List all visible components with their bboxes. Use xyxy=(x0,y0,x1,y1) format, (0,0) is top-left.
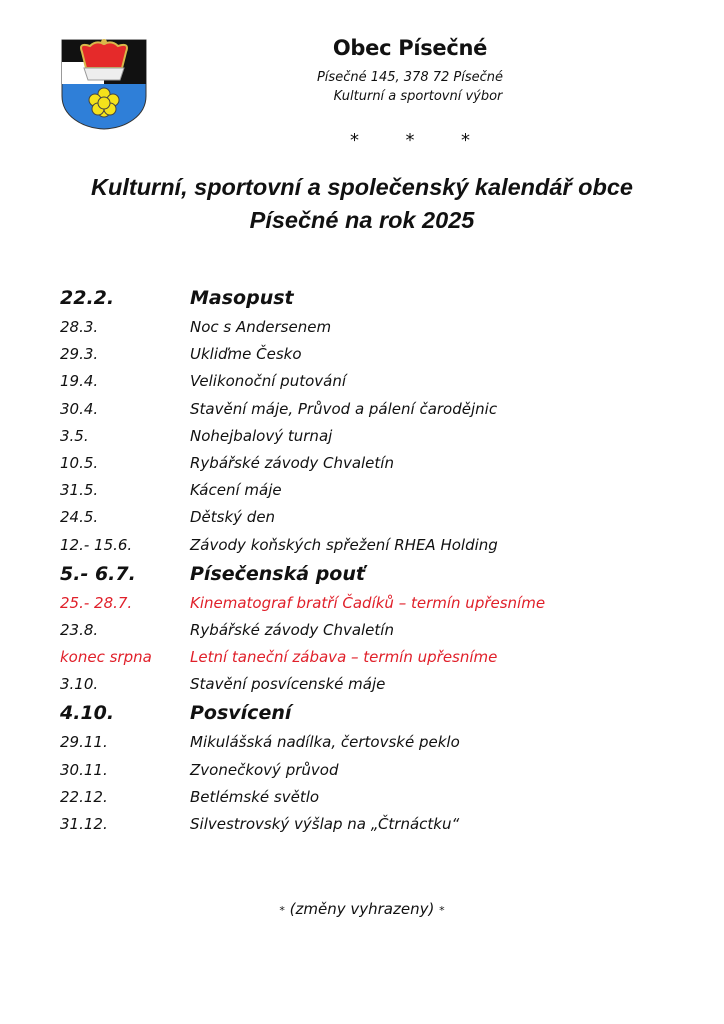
event-name: Masopust xyxy=(190,287,294,309)
event-row xyxy=(60,733,680,760)
event-name: Betlémské světlo xyxy=(190,787,320,806)
event-calendar-list xyxy=(60,287,680,842)
event-date: 25.- 28.7. xyxy=(60,593,133,612)
event-row xyxy=(60,481,680,508)
event-row xyxy=(60,761,680,788)
asterisk-icon: * xyxy=(350,130,359,151)
event-name: Rybářské závody Chvaletín xyxy=(190,453,394,472)
event-date: 30.4. xyxy=(60,399,99,418)
event-name: Nohejbalový turnaj xyxy=(190,426,333,445)
event-row xyxy=(60,427,680,454)
event-row xyxy=(60,454,680,481)
event-row xyxy=(60,318,680,345)
event-name: Letní taneční zábava – termín upřesníme xyxy=(190,648,498,667)
asterisk-icon: * xyxy=(279,904,285,917)
event-row xyxy=(60,621,680,648)
asterisk-icon: * xyxy=(461,130,470,151)
event-name: Silvestrovský výšlap na „Čtrnáctku“ xyxy=(190,815,460,833)
event-row xyxy=(60,648,680,675)
event-row xyxy=(60,594,680,621)
event-date: 19.4. xyxy=(60,372,99,391)
footer-note xyxy=(0,900,724,918)
event-date: 10.5. xyxy=(60,453,99,472)
footer-note-text: (změny vyhrazeny) xyxy=(289,900,435,918)
department-name: Kulturní a sportovní výbor xyxy=(333,89,503,104)
event-date: 30.11. xyxy=(60,760,108,779)
event-date: 24.5. xyxy=(60,508,99,527)
event-row xyxy=(60,345,680,372)
asterisk-icon: * xyxy=(405,130,415,151)
event-row xyxy=(60,815,680,842)
event-name: Dětský den xyxy=(190,508,276,527)
title-line-1: Kulturní, sportovní a společenský kalendář obce xyxy=(91,174,633,200)
event-date: 22.2. xyxy=(60,287,115,309)
event-row xyxy=(60,702,680,733)
event-date: konec srpna xyxy=(60,648,152,667)
event-name: Ukliďme Česko xyxy=(190,345,302,364)
coat-of-arms-icon xyxy=(60,38,148,130)
event-name: Posvícení xyxy=(190,702,292,725)
event-row xyxy=(60,287,680,318)
event-name: Zvonečkový průvod xyxy=(190,760,339,779)
event-name: Velikonoční putování xyxy=(190,372,347,391)
event-date: 5.- 6.7. xyxy=(60,562,136,585)
event-date: 29.3. xyxy=(60,345,99,364)
event-date: 4.10. xyxy=(60,702,115,725)
event-row xyxy=(60,788,680,815)
event-name: Noc s Andersenem xyxy=(190,318,332,336)
event-date: 29.11. xyxy=(60,733,108,752)
event-name: Písečenská pouť xyxy=(190,562,365,585)
event-row xyxy=(60,400,680,427)
event-name: Kácení máje xyxy=(190,481,282,500)
event-date: 3.5. xyxy=(60,426,89,445)
event-date: 31.5. xyxy=(60,481,99,500)
event-name: Stavění posvícenské máje xyxy=(190,675,386,694)
event-date: 23.8. xyxy=(60,620,99,639)
event-name: Mikulášská nadílka, čertovské peklo xyxy=(190,733,460,752)
event-row xyxy=(60,372,680,399)
event-date: 12.- 15.6. xyxy=(60,535,133,554)
event-row xyxy=(60,675,680,702)
event-row xyxy=(60,563,680,594)
title-line-2: Písečné na rok 2025 xyxy=(249,207,475,233)
event-row xyxy=(60,536,680,563)
document-title xyxy=(0,171,724,237)
separator-stars xyxy=(350,130,470,151)
asterisk-icon: * xyxy=(439,904,445,917)
event-date: 28.3. xyxy=(60,318,99,336)
event-name: Stavění máje, Průvod a pálení čarodějnic xyxy=(190,399,498,418)
event-row xyxy=(60,508,680,535)
organization-address: Písečné 145, 378 72 Písečné xyxy=(316,70,504,85)
event-date: 22.12. xyxy=(60,787,108,806)
event-name: Rybářské závody Chvaletín xyxy=(190,620,394,639)
event-date: 3.10. xyxy=(60,675,99,694)
event-name: Kinematograf bratří Čadíků – termín upřesníme xyxy=(190,593,546,612)
event-name: Závody koňských spřežení RHEA Holding xyxy=(190,535,498,554)
organization-name: Obec Písečné xyxy=(332,36,488,60)
event-date: 31.12. xyxy=(60,815,108,833)
